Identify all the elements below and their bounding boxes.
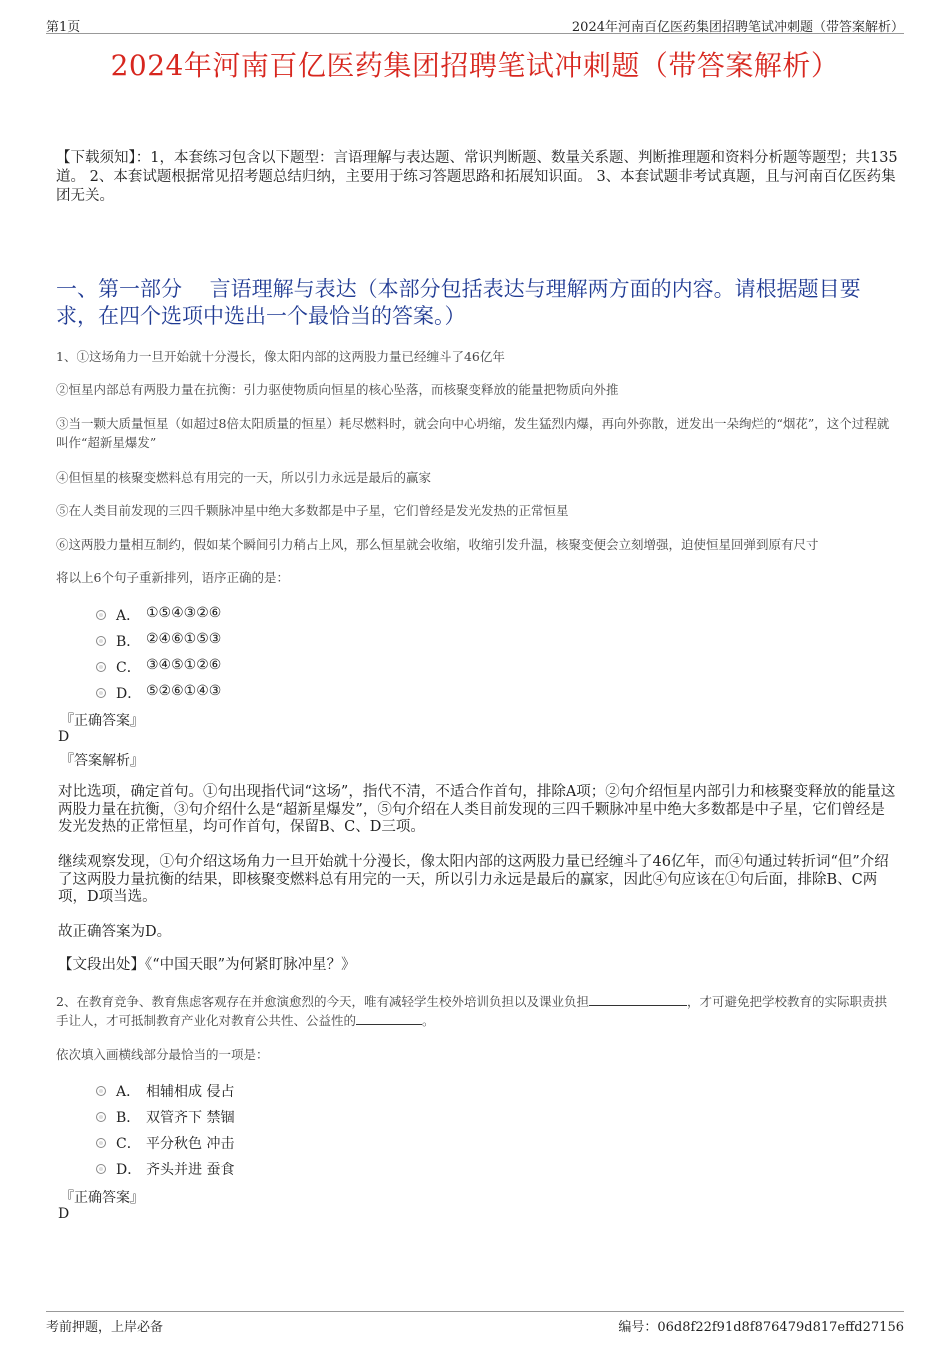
q2-option-b[interactable]: B． 双管齐下 禁锢 xyxy=(96,1104,696,1130)
page-header xyxy=(46,14,904,34)
footer-doc-id: 编号：06d8f22f91d8f876479d817effd27156 xyxy=(618,1320,904,1335)
q1-prompt: 将以上6个句子重新排列，语序正确的是： xyxy=(56,570,289,585)
q1-option-b[interactable]: B． ②④⑥①⑤③ xyxy=(96,628,696,654)
download-notice: 【下载须知】：1，本套练习包含以下题型：言语理解与表达题、常识判断题、数量关系题、判断推理题和资料分析题等题型；共135道。 2、本套试题根据常见招考题总结归纳，主要用于练习答题思路和拓展知识面。 3、本套试题非考试真题，且与河南百亿医药集团无关。 xyxy=(56,150,898,204)
page-footer xyxy=(46,1311,904,1333)
q1-sentence-1: 1、①这场角力一旦开始就十分漫长，像太阳内部的这两股力量已经缠斗了46亿年 xyxy=(56,349,505,364)
q2-stem: 2、在教育竞争、教育焦虑客观存在并愈演愈烈的今天，唯有减轻学生校外培训负担以及课业负担 ，才可避免把学校教育的实际职责拱手让人，才可抵制教育产业化对教育公共性、公益性的 。 xyxy=(56,994,887,1028)
blank-1 xyxy=(589,994,687,1006)
blank-2 xyxy=(356,1013,422,1025)
q1-sentence-6: ⑥这两股力量相互制约，假如某个瞬间引力稍占上风，那么恒星就会收缩，收缩引发升温，核聚变便会立刻增强，迫使恒星回弹到原有尺寸 xyxy=(56,537,819,552)
q1-option-a[interactable]: A． ①⑤④③②⑥ xyxy=(96,602,696,628)
radio-icon[interactable] xyxy=(96,688,106,698)
q1-options xyxy=(96,602,696,706)
header-doc-title: 2024年河南百亿医药集团招聘笔试冲刺题（带答案解析） xyxy=(571,20,904,35)
footer-slogan: 考前押题，上岸必备 xyxy=(46,1320,164,1335)
q1-analysis-2: 继续观察发现，①句介绍这场角力一旦开始就十分漫长，像太阳内部的这两股力量已经缠斗了46亿年，而④句通过转折词“但”介绍了这两股力量抗衡的结果，即核聚变燃料总有用完的一天，所以引力永远是最后的赢家，因此④句应该在①句后面，排除B、C两项，D项当选。 xyxy=(58,854,889,905)
q2-option-a[interactable]: A． 相辅相成 侵占 xyxy=(96,1078,696,1104)
page-number: 第1页 xyxy=(46,20,81,35)
q1-answer: D xyxy=(58,729,70,745)
q1-sentence-3: ③当一颗大质量恒星（如超过8倍太阳质量的恒星）耗尽燃料时，就会向中心坍缩，发生猛烈内爆，再向外弥散，迸发出一朵绚烂的“烟花”，这个过程就叫作“超新星爆发” xyxy=(56,416,890,450)
q2-answer: D xyxy=(58,1206,70,1222)
q1-option-c[interactable]: C． ③④⑤①②⑥ xyxy=(96,654,696,680)
radio-icon[interactable] xyxy=(96,636,106,646)
q2-prompt: 依次填入画横线部分最恰当的一项是： xyxy=(56,1047,269,1062)
radio-icon[interactable] xyxy=(96,662,106,672)
q1-sentence-2: ②恒星内部总有两股力量在抗衡：引力驱使物质向恒星的核心坠落，而核聚变释放的能量把物质向外推 xyxy=(56,382,619,397)
q1-sentence-4: ④但恒星的核聚变燃料总有用完的一天，所以引力永远是最后的赢家 xyxy=(56,470,432,485)
q2-option-c[interactable]: C． 平分秋色 冲击 xyxy=(96,1130,696,1156)
document-title: 2024年河南百亿医药集团招聘笔试冲刺题（带答案解析） xyxy=(110,49,840,82)
section-heading: 一、第一部分 言语理解与表达（本部分包括表达与理解两方面的内容。请根据题目要求，在四个选项中选出一个最恰当的答案。） xyxy=(56,277,861,328)
radio-icon[interactable] xyxy=(96,1086,106,1096)
q1-sentence-5: ⑤在人类目前发现的三四千颗脉冲星中绝大多数都是中子星，它们曾经是发光发热的正常恒星 xyxy=(56,503,569,518)
radio-icon[interactable] xyxy=(96,610,106,620)
q2-option-d[interactable]: D． 齐头并进 蚕食 xyxy=(96,1156,696,1182)
q2-options xyxy=(96,1078,696,1182)
q1-option-d[interactable]: D． ⑤②⑥①④③ xyxy=(96,680,696,706)
q1-analysis-label: 『答案解析』 xyxy=(60,753,144,769)
q2-answer-label: 『正确答案』 xyxy=(60,1190,144,1206)
radio-icon[interactable] xyxy=(96,1138,106,1148)
q1-answer-label: 『正确答案』 xyxy=(60,713,144,729)
radio-icon[interactable] xyxy=(96,1112,106,1122)
q1-conclusion: 故正确答案为D。 xyxy=(58,924,172,940)
radio-icon[interactable] xyxy=(96,1164,106,1174)
q1-source: 【文段出处】《“中国天眼”为何紧盯脉冲星？》 xyxy=(58,957,356,973)
q1-analysis-1: 对比选项，确定首句。①句出现指代词“这场”，指代不清，不适合作首句，排除A项；②句介绍恒星内部引力和核聚变释放的能量这两股力量在抗衡，③句介绍什么是“超新星爆发”，⑤句介绍在人类目前发现的三四千颗脉冲星中绝大多数都是中子星，它们曾经是发光发热的正常恒星，均可作首句，保留B、C、D三项。 xyxy=(58,784,896,835)
